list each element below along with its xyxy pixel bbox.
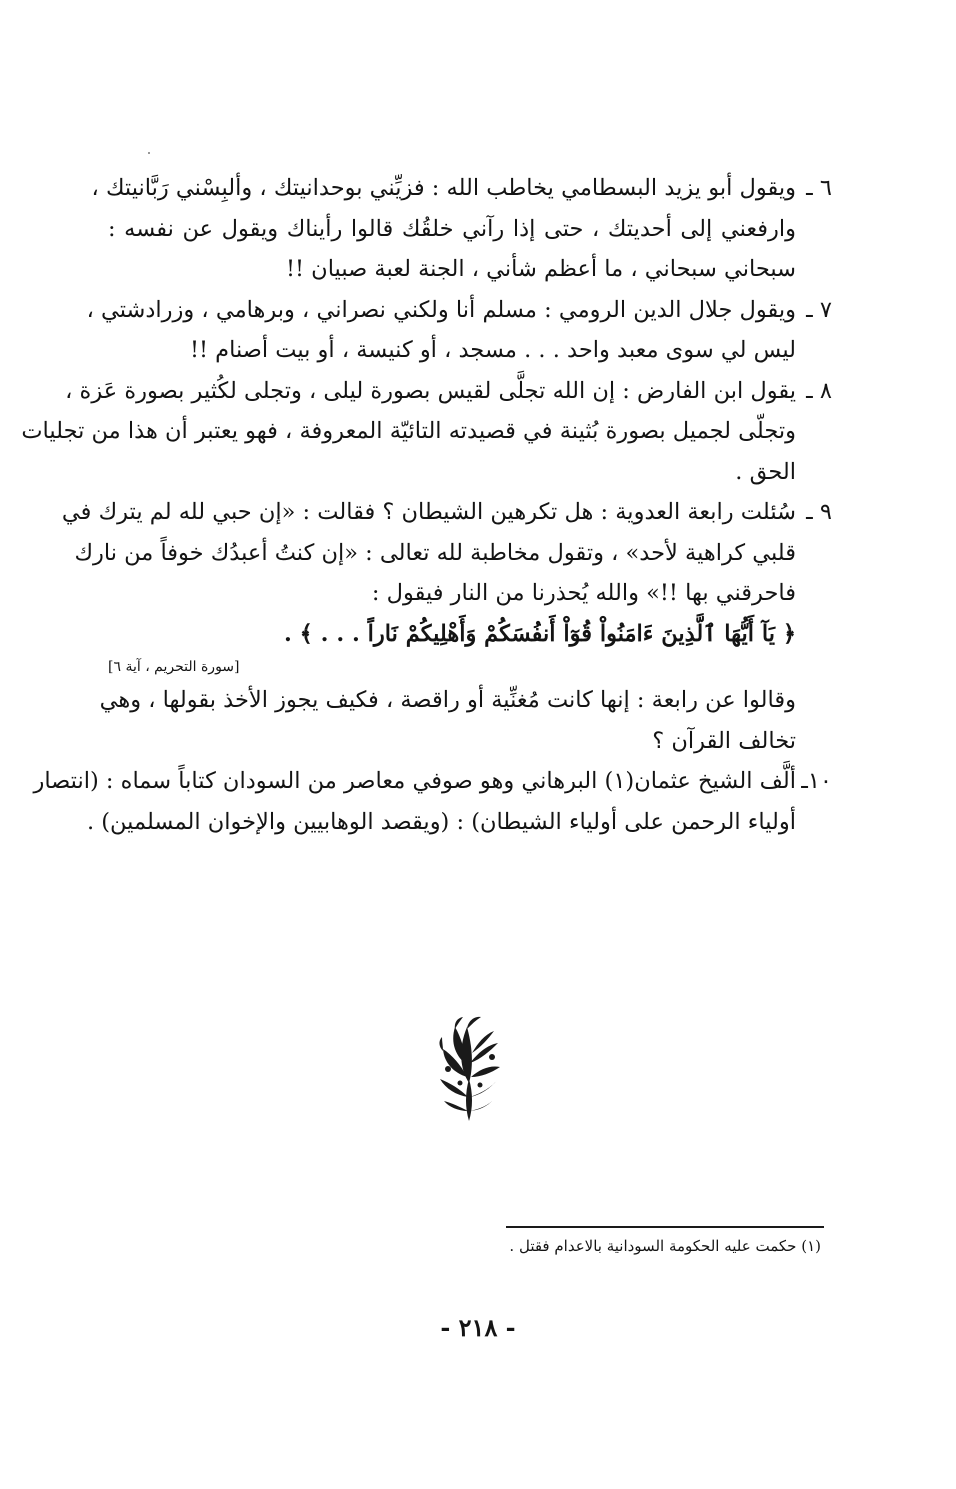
text-line: تخالف القرآن ؟ — [652, 727, 796, 754]
text-line: ويقول أبو يزيد البسطامي يخاطب الله : فزيِّني بوحدانيتك ، وألبِسْني رَبَّانيتك ، — [91, 175, 796, 201]
verse-reference: [سورة التحريم ، آية ٦] — [108, 659, 240, 675]
text-line: فاحرقني بها !!» والله يُحذرنا من النار فيقول : — [371, 580, 796, 606]
item-number: ٩ ـ — [806, 499, 832, 525]
footnote-divider — [506, 1226, 824, 1228]
item-number: ٧ ـ — [806, 296, 832, 323]
list-item-9 — [61, 492, 832, 761]
floral-ornament-icon — [434, 1013, 504, 1123]
list-item-7 — [86, 290, 832, 371]
text-line: سبحاني سبحاني ، ما أعظم شأني ، الجنة لعبة صبيان !! — [285, 256, 796, 282]
text-line: سُئلت رابعة العدوية : هل تكرهين الشيطان ؟ فقالت : «إن حبي لله لم يترك في — [61, 499, 796, 525]
text-line: ليس لي سوى معبد واحد . . . مسجد ، أو كنيسة ، أو بيت أصنام !! — [189, 337, 796, 363]
page-number: - ٢١٨ - — [440, 1313, 516, 1342]
text-line: يقول ابن الفارض : إن الله تجلَّى لقيس بصورة ليلى ، وتجلى لكُثير بصورة عَزة ، — [65, 377, 796, 404]
list-item-6 — [91, 168, 832, 290]
quran-verse: ﴿ يَآ أَيُّهَا ٱلَّذِينَ ءَامَنُواْ قُوٓاْ أَنفُسَكُمْ وَأَهْلِيكُمْ نَاراً . . . ﴾ . — [283, 620, 796, 647]
main-text — [21, 168, 832, 842]
text-line: أولياء الرحمن على أولياء الشيطان) : (ويقصد الوهابيين والإخوان المسلمين) . — [86, 808, 796, 835]
text-line: وقالوا عن رابعة : إنها كانت مُغنِّية أو راقصة ، فكيف يجوز الأخذ بقولها ، وهي — [99, 687, 796, 713]
text-line: قلبي كراهية لأحد» ، وتقول مخاطبة لله تعالى : «إن كنتُ أعبدُك خوفاً من نارك — [74, 539, 796, 566]
item-number: ٨ ـ — [806, 377, 832, 404]
text-line: الحق . — [735, 458, 796, 485]
text-line: ألَّف الشيخ عثمان(١) البرهاني وهو صوفي معاصر من السودان كتاباً سماه : (انتصار — [33, 768, 796, 794]
item-number: ١٠ـ — [801, 768, 832, 794]
text-line: وارفعني إلى أحديتك ، حتى إذا رآني خلقُك قالوا رأيناك ويقول عن نفسه : — [108, 215, 796, 242]
list-item-8 — [21, 371, 832, 493]
footnote: (١) حكمت عليه الحكومة السودانية بالاعدام فقتل . — [509, 1237, 821, 1255]
scan-speck — [148, 152, 150, 154]
text-line: ويقول جلال الدين الرومي : مسلم أنا ولكني نصراني ، وبرهامي ، وزرادشتي ، — [86, 296, 796, 323]
item-number: ٦ ـ — [806, 175, 832, 201]
text-line: وتجلّى لجميل بصورة بُثينة في قصيدته التائيّة المعروفة ، فهو يعتبر أن هذا من تجليات — [21, 418, 796, 444]
list-item-10 — [33, 761, 832, 842]
